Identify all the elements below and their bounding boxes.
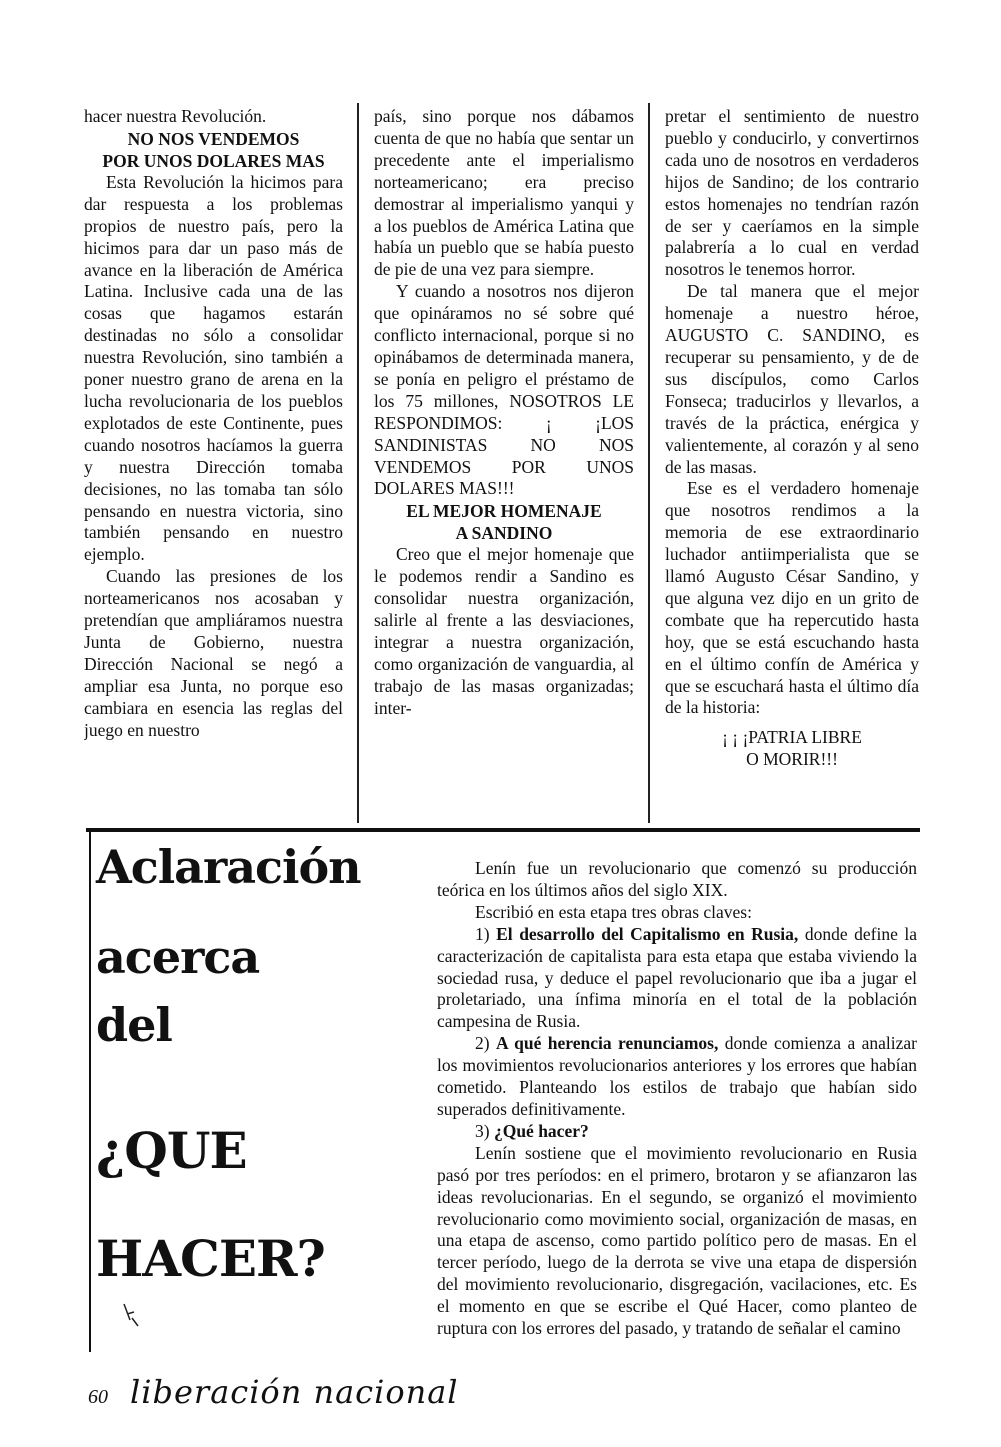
heading-line: A SANDINO bbox=[455, 523, 553, 544]
closing-verse bbox=[665, 727, 919, 771]
paragraph: De tal manera que el mejor homenaje a nuestro héroe, AUGUSTO C. SANDINO, es recuperar su pensamiento, y de de sus discípulos, como Carlos Fonseca; traducirlos y llevarlos, a través de la práctica, enérgica y valientemente, al corazón y al seno de las masas. bbox=[665, 281, 919, 477]
title-line: ¿QUE bbox=[96, 1121, 247, 1180]
paragraph: hacer nuestra Revolución. bbox=[84, 106, 267, 126]
article-body bbox=[437, 858, 917, 1340]
section-heading bbox=[374, 500, 634, 544]
work-title: A qué herencia renunciamos, bbox=[496, 1033, 719, 1054]
column-3 bbox=[665, 106, 919, 824]
title-line: del bbox=[96, 998, 172, 1052]
column-divider bbox=[357, 103, 359, 823]
section-heading bbox=[84, 128, 343, 172]
paragraph: Esta Revolución la hicimos para dar respuesta a los problemas propios de nuestro país, pero la hicimos para dar un paso más de avance en la liberación de América Latina. Inclusive cada una de las cosas que hagamos estarán destinadas no sólo a consolidar nuestra Revolución, sino también a poner nuestro grano de arena en la lucha revolucionaria de los pueblos explotados de este Continente, pues cuando nosotros hacíamos la guerra y nuestra Dirección tomaba decisiones, no las tomaba tan sólo pensando en nuestra victoria, sino también pensando en nuestro ejemplo. bbox=[84, 171, 343, 565]
article-title bbox=[96, 840, 426, 1288]
paragraph: Creo que el mejor homenaje que le podemos rendir a Sandino es consolidar nuestra organización, salirle al frente a las desviaciones, integrar a nuestra organización, como organización de vanguardia, al trabajo de las masas organizadas; inter- bbox=[374, 544, 634, 718]
page-number: 60 bbox=[88, 1386, 108, 1408]
verse-line: ¡ ¡ ¡PATRIA LIBRE bbox=[722, 727, 862, 748]
paragraph: Ese es el verdadero homenaje que nosotros rendimos a la memoria de ese extraordinario luchador antiimperialista que se llamó Augusto César Sandino, y que alguna vez dijo en un grito de combate que ha repercutido hasta hoy, que se está escuchando hasta en el último confín de América y que se escuchará hasta el último día de la historia: bbox=[665, 478, 919, 718]
paragraph: Lenín fue un revolucionario que comenzó su producción teórica en los últimos años del siglo XIX. bbox=[437, 858, 917, 900]
paragraph: Cuando las presiones de los norteamericanos nos acosaban y pretendían que ampliáramos nuestra Junta de Gobierno, nuestra Dirección Nacional se negó a ampliar esa Junta, no porque eso cambiara en esencia las reglas del juego en nuestro bbox=[84, 566, 343, 740]
paragraph: pretar el sentimiento de nuestro pueblo y conducirlo, y convertirnos cada uno de nosotros en verdaderos hijos de Sandino; de los contrario estos homenajes no tendrían razón de ser y caeríamos en la simple palabrería a lo cual en verdad nosotros le tenemos horror. bbox=[665, 106, 919, 280]
work-title: ¿Qué hacer? bbox=[493, 1120, 589, 1141]
work-title: El desarrollo del Capitalismo en Rusia, bbox=[496, 923, 799, 944]
heading-line: EL MEJOR HOMENAJE bbox=[406, 501, 602, 522]
title-line: Aclaración bbox=[96, 840, 361, 894]
verse-line: O MORIR!!! bbox=[746, 749, 838, 770]
title-rule bbox=[89, 832, 91, 1352]
paragraph: Escribió en esta etapa tres obras claves: bbox=[475, 901, 752, 922]
heading-line: NO NOS VENDEMOS bbox=[127, 128, 300, 149]
paragraph: Y cuando a nosotros nos dijeron que opináramos no sé sobre qué conflicto internacional, porque si no opinábamos de determinada manera, se ponía en peligro el préstamo de los 75 millones, NOSOTROS LE RESPONDIMOS: ¡ ¡LOS SANDINISTAS NO NOS VENDEMOS POR UNOS DOLARES MAS!!! bbox=[374, 281, 634, 499]
list-item: 3) ¿Qué hacer? bbox=[475, 1120, 589, 1141]
title-line: HACER? bbox=[96, 1229, 325, 1288]
heading-line: POR UNOS DOLARES MAS bbox=[102, 150, 325, 171]
title-line: acerca bbox=[96, 930, 260, 984]
paragraph: Lenín sostiene que el movimiento revolucionario en Rusia pasó por tres períodos: en el primero, brotaron y se afianzaron las ideas revolucionarias. En el segundo, se organizó el movimiento revolucionario como movimiento social, organización de masas, en una etapa de ascenso, como partido político pero de masas. En el tercer período, luego de la derrota se vive una etapa de dispersión del movimiento revolucionario, disgregación, vacilaciones, etc. Es el momento en que se escribe el Qué Hacer, como planteo de ruptura con los errores del pasado, y tratando de señalar el camino bbox=[437, 1142, 917, 1339]
section-divider bbox=[86, 828, 920, 832]
list-item: 2) A qué herencia renunciamos, donde comienza a analizar los movimientos revolucionarios anteriores y los errores que habían cometido. Planteando los estilos de trabajo que habían sido superados definitivamente. bbox=[437, 1033, 918, 1119]
column-divider bbox=[648, 103, 650, 823]
column-1 bbox=[84, 106, 343, 824]
scribble-mark-icon bbox=[116, 1300, 156, 1330]
paragraph: país, sino porque nos dábamos cuenta de que no había que sentar un precedente ante el imperialismo norteamericano; era preciso demostrar al imperialismo yanqui y a los pueblos de América Latina que había un pueblo que se había puesto de pie de una vez para siempre. bbox=[374, 106, 634, 280]
publication-logo: liberación nacional bbox=[130, 1373, 459, 1411]
column-2 bbox=[374, 106, 634, 824]
list-item: 1) El desarrollo del Capitalismo en Rusia, donde define la caracterización de capitalista para esta etapa que estaba viviendo la sociedad rusa, y deduce el papel revolucionario que iba a jugar el proletariado, una ínfima minoría en el total de la población campesina de Rusia. bbox=[437, 923, 918, 1032]
